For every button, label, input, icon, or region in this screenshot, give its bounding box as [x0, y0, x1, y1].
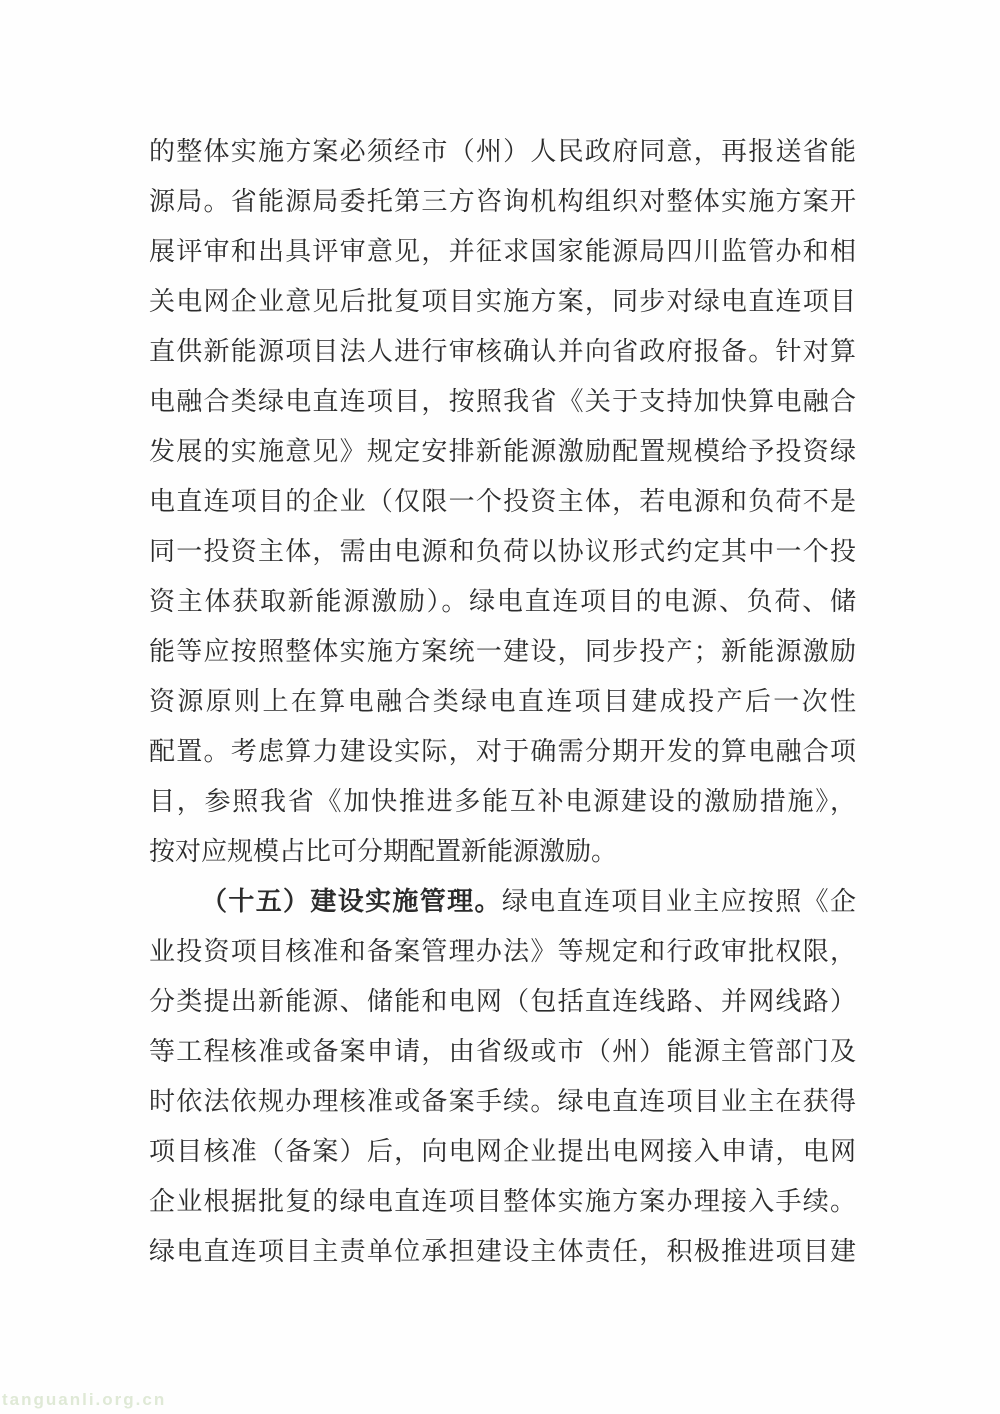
text-line: 电融合类绿电直连项目，按照我省《关于支持加快算电融合: [149, 387, 856, 416]
text-line: 企业根据批复的绿电直连项目整体实施方案办理接入手续。: [149, 1187, 856, 1216]
watermark: tanguanli.org.cn: [2, 1390, 167, 1409]
text-line: 等工程核准或备案申请，由省级或市（州）能源主管部门及: [149, 1037, 856, 1066]
text-line: 关电网企业意见后批复项目实施方案，同步对绿电直连项目: [149, 287, 856, 316]
text-line: 项目核准（备案）后，向电网企业提出电网接入申请，电网: [149, 1137, 856, 1166]
text-line: 资源原则上在算电融合类绿电直连项目建成投产后一次性: [149, 687, 856, 716]
text-line: 绿电直连项目主责单位承担建设主体责任，积极推进项目建: [149, 1237, 856, 1266]
section-15-first-line-text: 绿电直连项目业主应按照《企: [501, 887, 856, 916]
text-line: 展评审和出具评审意见，并征求国家能源局四川监管办和相: [149, 237, 856, 266]
text-line: 同一投资主体，需由电源和负荷以协议形式约定其中一个投: [149, 537, 856, 566]
text-line: 配置。考虑算力建设实际，对于确需分期开发的算电融合项: [149, 737, 856, 766]
text-line: 分类提出新能源、储能和电网（包括直连线路、并网线路）: [149, 987, 856, 1016]
text-line: 业投资项目核准和备案管理办法》等规定和行政审批权限，: [149, 937, 856, 966]
text-line: 时依法依规办理核准或备案手续。绿电直连项目业主在获得: [149, 1087, 856, 1116]
text-line: 按对应规模占比可分期配置新能源激励。: [149, 837, 618, 866]
text-line: 的整体实施方案必须经市（州）人民政府同意，再报送省能: [149, 137, 856, 166]
text-line: 发展的实施意见》规定安排新能源激励配置规模给予投资绿: [149, 437, 856, 466]
text-line: 目，参照我省《加快推进多能互补电源建设的激励措施》，: [149, 787, 856, 816]
text-line: 电直连项目的企业（仅限一个投资主体，若电源和负荷不是: [149, 487, 856, 516]
text-line: 源局。省能源局委托第三方咨询机构组织对整体实施方案开: [149, 187, 856, 216]
section-15-heading: （十五）建设实施管理。: [201, 887, 502, 916]
document-body: [149, 127, 856, 1277]
text-line: [149, 877, 856, 927]
text-line: 资主体获取新能源激励）。绿电直连项目的电源、负荷、储: [149, 587, 856, 616]
text-line: 直供新能源项目法人进行审核确认并向省政府报备。针对算: [149, 337, 856, 366]
text-line: 能等应按照整体实施方案统一建设，同步投产；新能源激励: [149, 637, 856, 666]
